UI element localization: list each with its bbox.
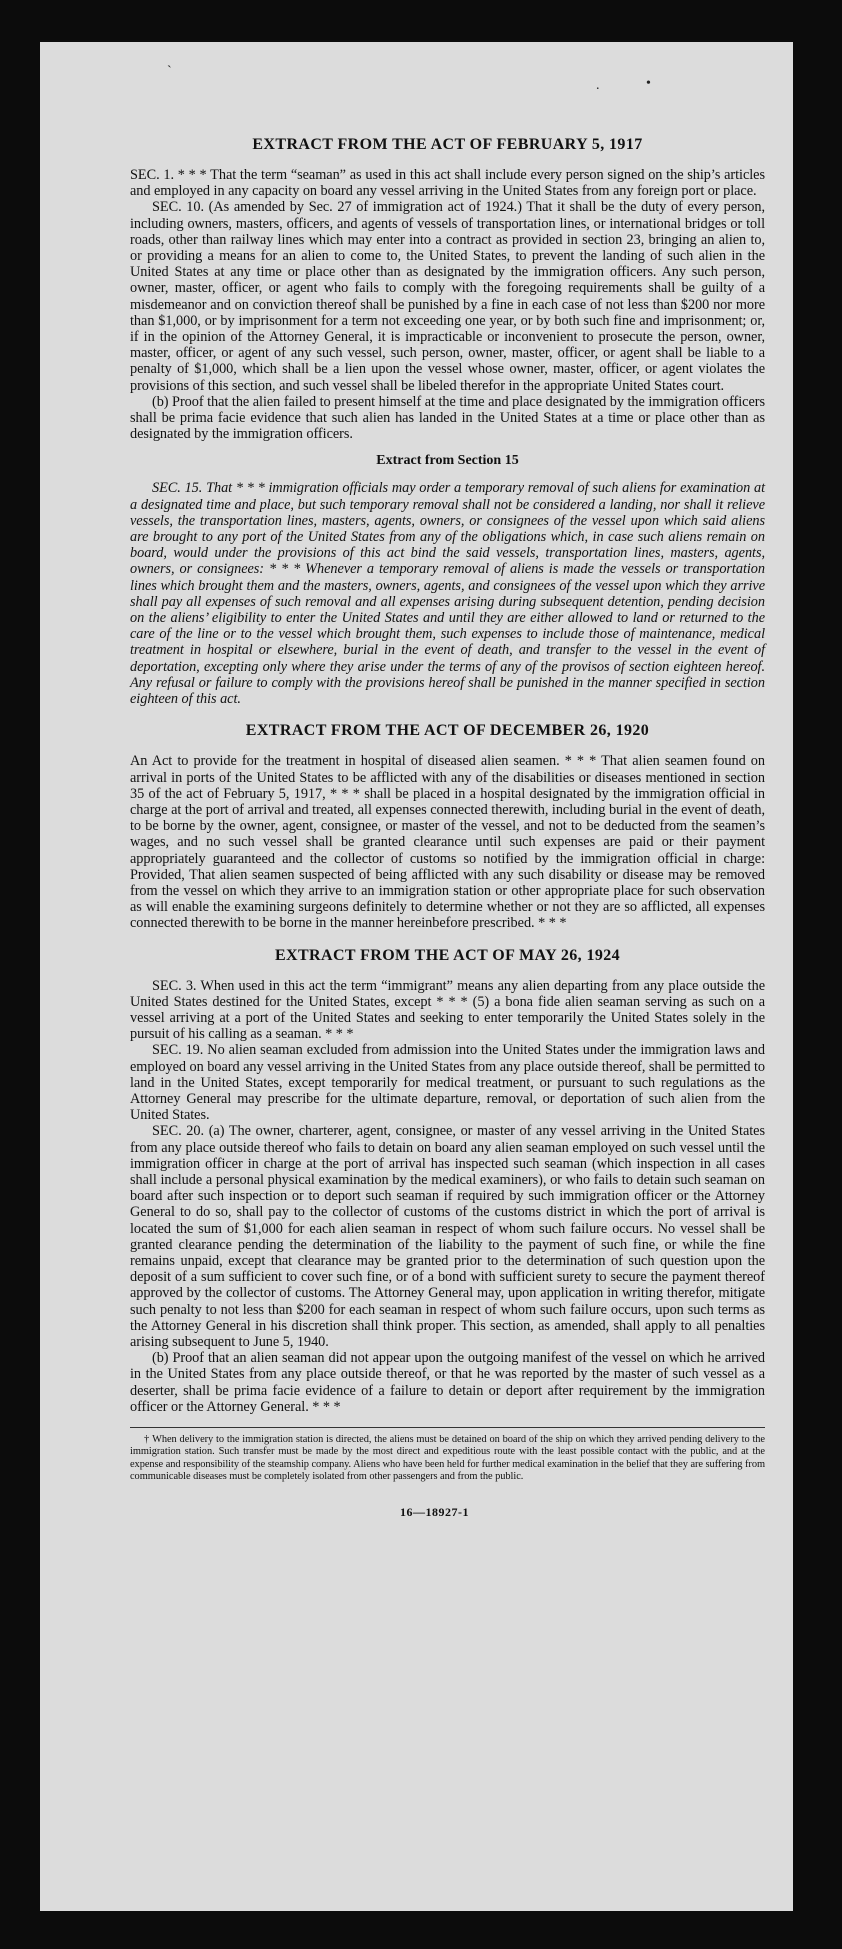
scan-speck: . [596, 78, 600, 93]
print-code: 16—18927-1 [400, 1505, 469, 1520]
paragraph-sec-20b: (b) Proof that an alien seaman did not appear upon the outgoing manifest of the vessel on which he arrived in the United States from any place outside thereof, or that he was reported by the master of such vessel as a deserter, shall be prima facie evidence of a failure to detain or deport after requirement by the immigration officer or the Attorney General. * * * [130, 1350, 765, 1415]
paragraph-sec-15: SEC. 15. That * * * immigration officials may order a temporary removal of such aliens for examination at a designated time and place, but such temporary removal shall not be considered a landing, nor shall it relieve vessels, the transportation lines, masters, agents, owners, or consignees of the vessel upon which said aliens are brought to any port of the United States from any of the obligations which, in case such aliens remain on board, would under the provisions of this act bind the said vessels, transportation lines, masters, agents, owners, or consignees: * * * Whenever a temporary removal of aliens is made the vessels or transportation lines which brought them and the masters, owners, agents, and consignees of the vessel upon which they arrive shall pay all expenses of such removal and all expenses arising during subsequent detention, pending decision on the aliens’ eligibility to enter the United States and until they are either allowed to land or returned to the care of the line or to the vessel which brought them, such expenses to include those of maintenance, medical treatment in hospital or elsewhere, burial in the event of death, and transfer to the vessel in the event of deportation, excepting only where they arise under the terms of any of the provisos of section eighteen hereof. Any refusal or failure to comply with the provisions hereof shall be punished in the manner specified in section eighteen of this act. [130, 480, 765, 708]
paragraph-act-1920: An Act to provide for the treatment in hospital of diseased alien seamen. * * * That alien seamen found on arrival in ports of the United States to be afflicted with any of the disabilities or diseases mentioned in section 35 of the act of February 5, 1917, * * * shall be placed in a hospital designated by the immigration official in charge at the port of arrival and treated, all expenses connected therewith, including burial in the event of death, to be borne by the owner, agent, consignee, or master of the vessel, and not to be deducted from the seamen’s wages, and no such vessel shall be granted clearance until such expenses are paid or their payment appropriately guaranteed and the collector of customs so notified by the immigration official in charge: Provided, That alien seamen suspected of being afflicted with any such disability or disease may be removed from the vessel on which they arrive to an immigration station or other appropriate place for such observation as will enable the examining surgeons definitely to determine whether or not they are so afflicted, all expenses connected therewith to be borne in the manner hereinbefore prescribed. * * * [130, 753, 765, 932]
footnote-text: † When delivery to the immigration station is directed, the aliens must be detained on board of the ship on which they arrived pending delivery to the immigration station. Such transfer must be made by the most direct and expeditious route with the least possible contact with the public, and at the expense and responsibility of the steamship company. Aliens who have been held for further medical examination in the belief that they are suffering from communicable diseases must be completely isolated from other passengers and from the public. [130, 1434, 765, 1482]
paragraph-sec-19: SEC. 19. No alien seaman excluded from admission into the United States under the immigration laws and employed on board any vessel arriving in the United States from any place outside thereof, shall be permitted to land in the United States, except temporarily for medical treatment, or pursuant to such regulations as the Attorney General may prescribe for the ultimate departure, removal, or deportation of such alien from the United States. [130, 1042, 765, 1124]
heading-act-1917: EXTRACT FROM THE ACT OF FEBRUARY 5, 1917 [252, 136, 643, 153]
scan-speck: • [646, 76, 651, 91]
paragraph-sec-1: SEC. 1. * * * That the term “seaman” as used in this act shall include every person signed on the ship’s articles and employed in any capacity on board any vessel arriving in the United States from any foreign port or place. [130, 167, 765, 200]
paragraph-sec-10: SEC. 10. (As amended by Sec. 27 of immigration act of 1924.) That it shall be the duty of every person, including owners, masters, officers, and agents of vessels of transportation lines, or international bridges or toll roads, other than railway lines which may enter into a contract as provided in section 23, bringing an alien to, or providing a means for an alien to come to, the United States, to prevent the landing of such alien in the United States at any time or place other than as designated by the immigration officers. Any such person, owner, master, officer, or agent who fails to comply with the foregoing requirements shall be guilty of a misdemeanor and on conviction thereof shall be punished by a fine in each case of not less than $200 nor more than $1,000, or by imprisonment for a term not exceeding one year, or by both such fine and imprisonment; or, if in the opinion of the Attorney General, it is impracticable or inconvenient to prosecute the person, owner, master, officer, or agent of any such vessel, such person, owner, master, officer, or agent shall be liable to a penalty of $1,000, which shall be a lien upon the vessel whose owner, master, officer, or agent violates the provisions of this section, and such vessel shall be libeled therefor in the appropriate United States court. [130, 199, 765, 394]
heading-section-15: Extract from Section 15 [376, 453, 519, 469]
scan-speck: ` [167, 64, 172, 79]
footnote-divider [130, 1427, 765, 1428]
footnote [130, 1434, 765, 1483]
paragraph-sec-20a: SEC. 20. (a) The owner, charterer, agent, consignee, or master of any vessel arriving in the United States from any place outside thereof who fails to detain on board any alien seaman employed on such vessel until the immigration officer in charge at the port of arrival has inspected such seaman (which inspection in all cases shall include a personal physical examination by the medical examiners), or who fails to detain such seaman on board after such inspection or to deport such seaman if required by such immigration officer or the Attorney General to do so, shall pay to the collector of customs of the customs district in which the port of arrival is located the sum of $1,000 for each alien seaman in respect of whom such failure occurs. No vessel shall be granted clearance pending the determination of the liability to the payment of such fine, or while the fine remains unpaid, except that clearance may be granted prior to the determination of such question upon the deposit of a sum sufficient to cover such fine, or of a bond with sufficient surety to secure the payment thereof approved by the collector of customs. The Attorney General may, upon application in writing therefor, mitigate such penalty to not less than $200 for each seaman in respect of whom such failure occurs, upon such terms as the Attorney General in his discretion shall think proper. This section, as amended, shall apply to all penalties arising subsequent to June 5, 1940. [130, 1123, 765, 1350]
section-act-1924 [130, 978, 765, 1415]
document-page [40, 42, 793, 1911]
section-act-1917 [130, 167, 765, 442]
heading-act-1924: EXTRACT FROM THE ACT OF MAY 26, 1924 [274, 946, 621, 964]
heading-act-1920: EXTRACT FROM THE ACT OF DECEMBER 26, 1920 [245, 722, 650, 740]
paragraph-sec-3: SEC. 3. When used in this act the term “immigrant” means any alien departing from any place outside the United States destined for the United States, except * * * (5) a bona fide alien seaman serving as such on a vessel arriving at a port of the United States and seeking to enter temporarily the United States solely in the pursuit of his calling as a seaman. * * * [130, 977, 765, 1043]
paragraph-sec-10b: (b) Proof that the alien failed to present himself at the time and place designated by the immigration officers shall be prima facie evidence that such alien has landed in the United States at a time or place other than as designated by the immigration officers. [130, 393, 765, 443]
